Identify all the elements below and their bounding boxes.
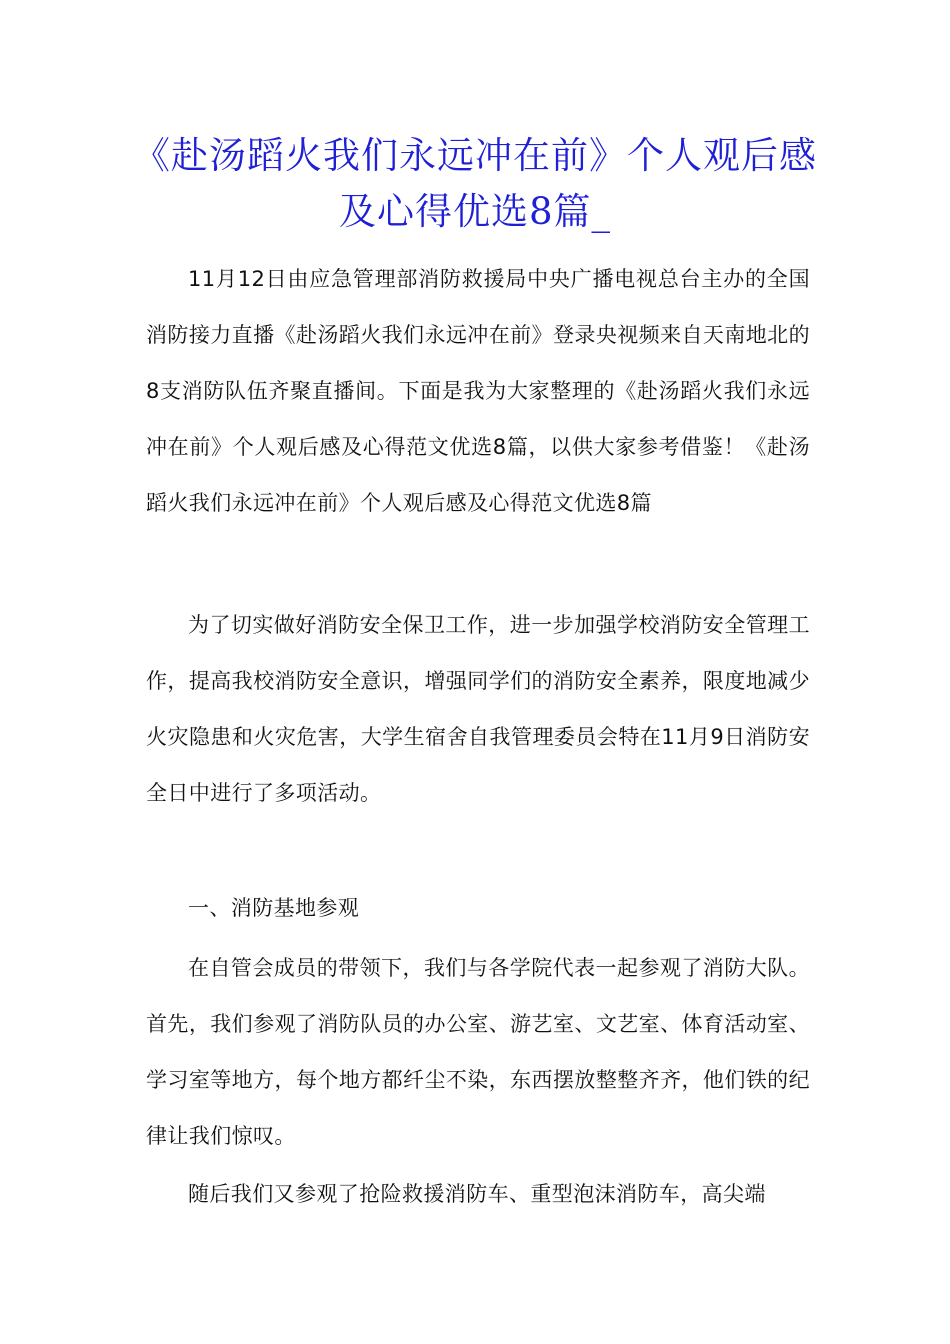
document-title: 《赴汤蹈火我们永远冲在前》个人观后感及心得优选8篇_: [133, 134, 817, 233]
paragraph-visit: 在自管会成员的带领下，我们与各学院代表一起参观了消防大队。首先，我们参观了消防队员的办公室、游艺室、文艺室、体育活动室、学习室等地方，每个地方都纤尘不染，东西摆放整整齐齐，他们铁的纪律让我们惊叹。: [146, 956, 810, 1148]
paragraph-vehicles: 随后我们又参观了抢险救援消防车、重型泡沫消防车，高尖端: [188, 1182, 766, 1206]
paragraph-purpose: 为了切实做好消防安全保卫工作，进一步加强学校消防安全管理工作，提高我校消防安全意识，增强同学们的消防安全素养，限度地减少火灾隐患和火灾危害，大学生宿舍自我管理委员会特在11月9日消防安全日中进行了多项活动。: [146, 613, 810, 805]
section-heading: 一、消防基地参观: [188, 896, 360, 920]
paragraph-intro: 11月12日由应急管理部消防救援局中央广播电视总台主办的全国消防接力直播《赴汤蹈火我们永远冲在前》登录央视频来自天南地北的8支消防队伍齐聚直播间。下面是我为大家整理的《赴汤蹈火我们永远冲在前》个人观后感及心得范文优选8篇，以供大家参考借鉴！《赴汤蹈火我们永远冲在前》个人观后感及心得范文优选8篇: [146, 267, 810, 515]
